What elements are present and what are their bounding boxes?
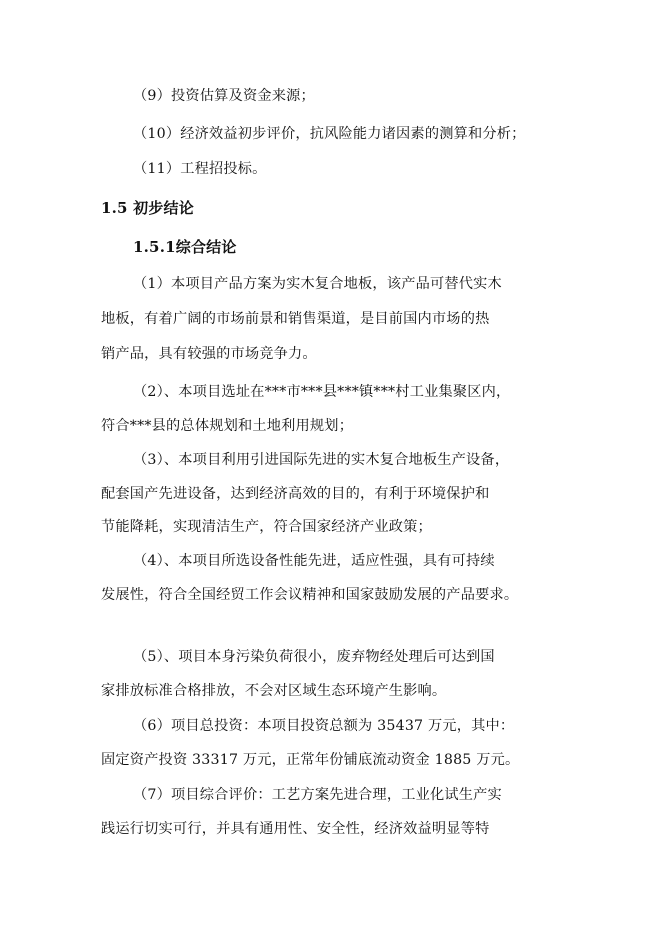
paragraph-1-line-3: 销产品，具有较强的市场竞争力。: [101, 346, 317, 362]
paragraph-5-line-1: （5）、项目本身污染负荷很小，废弃物经处理后可达到国: [133, 649, 495, 665]
subsection-heading: 1.5.1综合结论: [133, 238, 237, 256]
paragraph-2-line-2: 符合***县的总体规划和土地利用规划；: [101, 418, 354, 434]
paragraph-7-line-2: 践运行切实可行，并具有通用性、安全性，经济效益明显等特: [101, 821, 490, 837]
item-9: （9）投资估算及资金来源；: [133, 88, 315, 104]
paragraph-3-line-2: 配套国产先进设备，达到经济高效的目的，有利于环境保护和: [101, 486, 490, 502]
paragraph-1-line-1: （1）本项目产品方案为实木复合地板，该产品可替代实木: [133, 276, 502, 292]
paragraph-3-line-3: 节能降耗，实现清洁生产，符合国家经济产业政策；: [101, 519, 432, 535]
section-heading: 1.5 初步结论: [101, 199, 194, 217]
paragraph-6-line-1: （6）项目总投资：本项目投资总额为 35437 万元，其中：: [133, 718, 515, 734]
paragraph-3-line-1: （3）、本项目利用引进国际先进的实木复合地板生产设备，: [133, 452, 510, 468]
paragraph-6-line-2: 固定资产投资 33317 万元，正常年份铺底流动资金 1885 万元。: [101, 752, 520, 768]
paragraph-1-line-2: 地板，有着广阔的市场前景和销售渠道，是目前国内市场的热: [101, 311, 490, 327]
paragraph-4-line-2: 发展性，符合全国经贸工作会议精神和国家鼓励发展的产品要求。: [101, 587, 519, 603]
paragraph-4-line-1: （4）、本项目所选设备性能先进，适应性强，具有可持续: [133, 553, 495, 569]
paragraph-5-line-2: 家排放标准合格排放，不会对区域生态环境产生影响。: [101, 683, 447, 699]
item-10: （10）经济效益初步评价，抗风险能力诸因素的测算和分析；: [133, 126, 526, 142]
item-11: （11）工程招投标。: [133, 161, 267, 177]
paragraph-7-line-1: （7）项目综合评价：工艺方案先进合理，工业化试生产实: [133, 787, 502, 803]
paragraph-2-line-1: （2）、本项目选址在***市***县***镇***村工业集聚区内，: [133, 384, 511, 400]
